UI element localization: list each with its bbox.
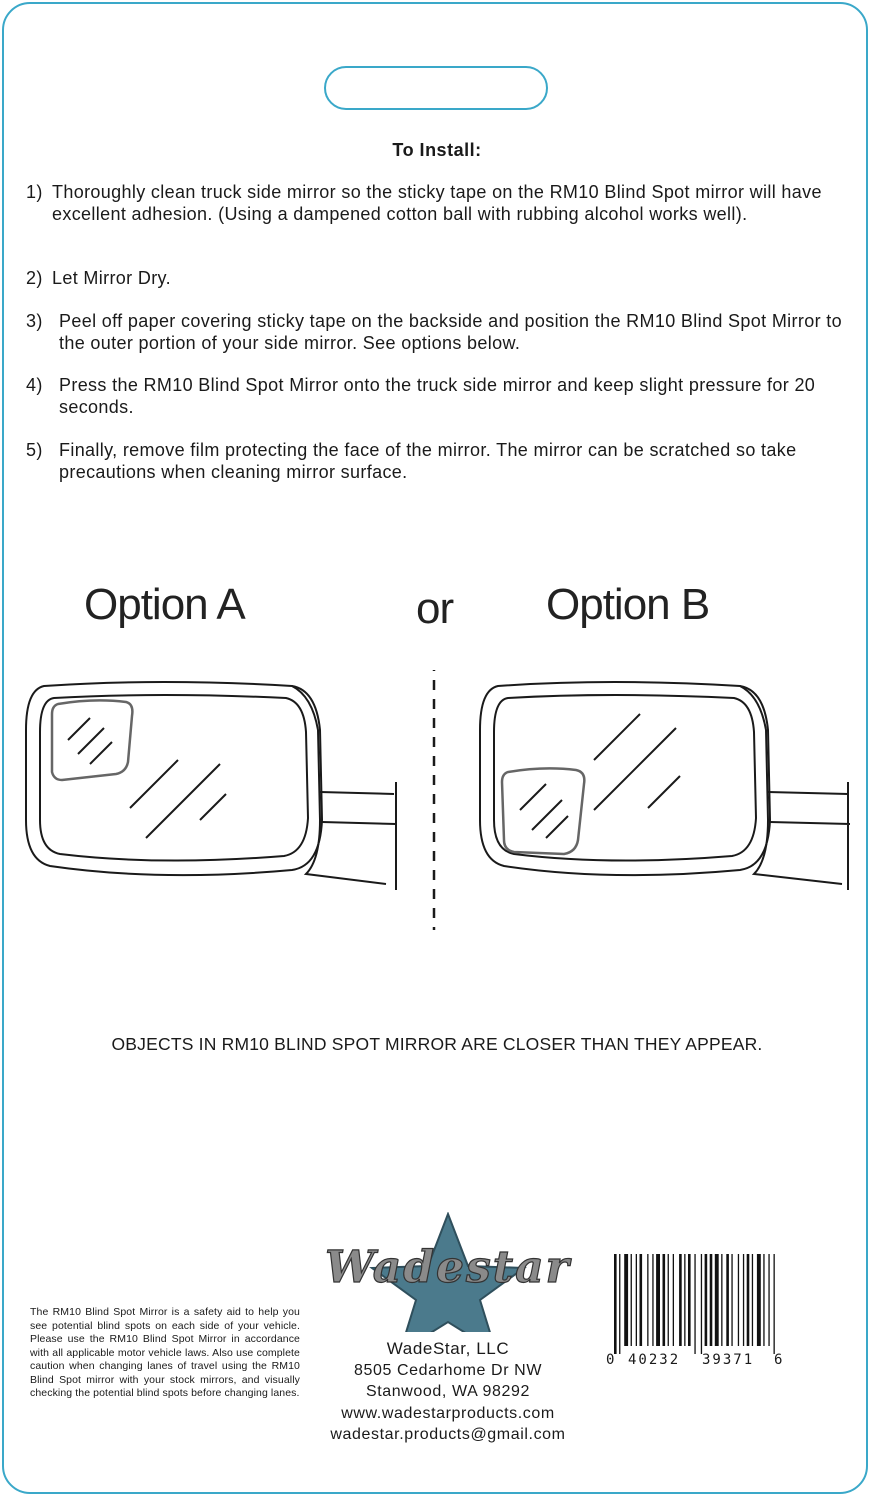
warning-text: OBJECTS IN RM10 BLIND SPOT MIRROR ARE CLOSER THAN THEY APPEAR. (111, 1034, 763, 1054)
install-step-4 (26, 375, 846, 418)
barcode-bars (614, 1254, 775, 1354)
company-address (300, 1338, 596, 1446)
barcode-bar (743, 1254, 744, 1346)
barcode-bar (688, 1254, 691, 1346)
install-step-1 (26, 182, 846, 225)
install-title: To Install: (392, 140, 482, 160)
company-street: 8505 Cedarhome Dr NW (353, 1361, 543, 1379)
barcode-bar (668, 1254, 669, 1346)
company-website: www.wadestarproducts.com (341, 1404, 555, 1422)
barcode-bar (652, 1254, 653, 1346)
barcode-bar (715, 1254, 719, 1346)
barcode-bar (768, 1254, 769, 1346)
logo-text: Wadestar (325, 1242, 571, 1293)
step-number: 2) (26, 268, 43, 288)
barcode-left-group: 40232 (628, 1352, 681, 1366)
barcode-bar (721, 1254, 722, 1346)
barcode-bar (636, 1254, 637, 1346)
mirror-options-diagram (20, 670, 860, 940)
barcode-bar (763, 1254, 764, 1346)
option-a-mirror-illustration (26, 682, 396, 890)
barcode-bar (624, 1254, 628, 1346)
barcode-bar (731, 1254, 732, 1346)
company-city: Stanwood, WA 98292 (365, 1383, 531, 1400)
barcode-bar (673, 1254, 674, 1346)
barcode-right-group: 39371 (702, 1352, 755, 1366)
barcode-bar (757, 1254, 761, 1346)
barcode-bar (684, 1254, 685, 1346)
barcode-bar (710, 1254, 713, 1346)
company-email: wadestar.products@gmail.com (330, 1426, 566, 1443)
install-step-5 (26, 440, 846, 483)
barcode-bar (694, 1254, 695, 1354)
step-text: Thoroughly clean truck side mirror so the sticky tape on the RM10 Blind Spot mirror will have excellent adhesion. (Using a dampened cotton ball with rubbing alcohol works well). (52, 182, 822, 224)
barcode-bar (640, 1254, 643, 1346)
wadestar-logo (318, 1212, 578, 1332)
barcode-bar (656, 1254, 660, 1346)
step-text: Press the RM10 Blind Spot Mirror onto the truck side mirror and keep slight pressure for 20 seconds. (59, 375, 816, 417)
step-number: 5) (26, 440, 43, 460)
disclaimer-text: The RM10 Blind Spot Mirror is a safety aid to help you see potential blind spots on each side of your vehicle. Please use the RM10 Blind Spot Mirror in accordance with all applicable motor vehicle laws. Also use complete caution when changing lanes of travel using the RM10 Blind Spot mirror with your stock mirrors, and visually checking the potential blind spots before changing lanes. (30, 1306, 300, 1399)
star-icon (318, 1212, 578, 1332)
option-b-label: Option B (546, 580, 710, 629)
barcode-bar (752, 1254, 753, 1346)
barcode-bar (726, 1254, 729, 1346)
barcode-bar (738, 1254, 739, 1346)
or-label: or (416, 584, 454, 633)
barcode-bar (614, 1254, 617, 1354)
barcode-bar (679, 1254, 682, 1346)
company-name: WadeStar, LLC (386, 1339, 510, 1358)
barcode-first-digit: 0 (606, 1352, 615, 1366)
hang-slot (324, 66, 548, 110)
barcode-bar (619, 1254, 620, 1354)
step-number: 4) (26, 375, 43, 395)
barcode-bar (774, 1254, 775, 1354)
barcode-bar (663, 1254, 666, 1346)
barcode-bar (701, 1254, 702, 1354)
step-text: Let Mirror Dry. (52, 268, 171, 288)
option-b-mirror-illustration (480, 682, 850, 890)
barcode-bar (747, 1254, 750, 1346)
install-step-3 (26, 311, 846, 354)
barcode-check-digit: 6 (774, 1352, 783, 1366)
upc-barcode (604, 1254, 784, 1366)
option-a-label: Option A (84, 580, 245, 629)
step-number: 1) (26, 182, 43, 202)
barcode-bar (647, 1254, 648, 1346)
install-step-2 (26, 268, 846, 290)
barcode-bar (631, 1254, 632, 1346)
step-number: 3) (26, 311, 43, 331)
step-text: Peel off paper covering sticky tape on the backside and position the RM10 Blind Spot Mirror to the outer portion of your side mirror. See options below. (59, 311, 842, 353)
step-text: Finally, remove film protecting the face of the mirror. The mirror can be scratched so take precautions when cleaning mirror surface. (59, 440, 797, 482)
barcode-bar (705, 1254, 708, 1346)
